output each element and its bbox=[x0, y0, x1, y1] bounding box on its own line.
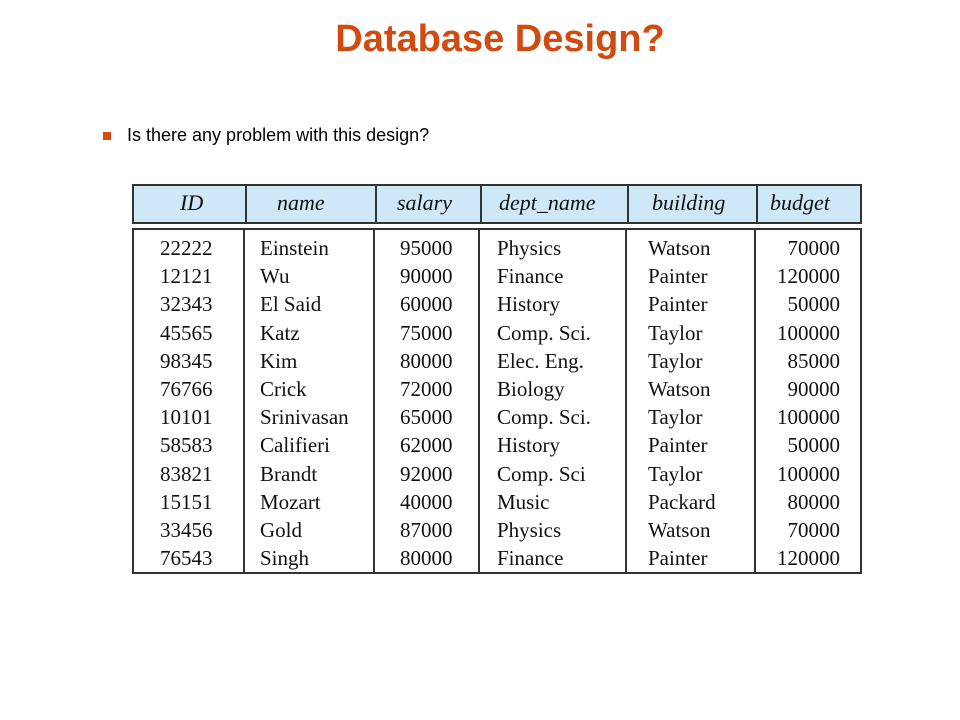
cell-budget: 70000 bbox=[787, 236, 840, 260]
cell-building: Painter bbox=[648, 433, 708, 458]
cell-name: Katz bbox=[260, 320, 300, 345]
cell-name: Kim bbox=[260, 348, 298, 373]
bullet-square-icon bbox=[103, 132, 111, 140]
cell-building: Packard bbox=[648, 489, 716, 514]
cell-salary: 95000 bbox=[400, 236, 453, 260]
cell-id: 22222 bbox=[160, 236, 213, 260]
table-header bbox=[132, 184, 862, 224]
table-row bbox=[134, 516, 860, 544]
column-divider bbox=[245, 186, 247, 222]
cell-building: Watson bbox=[648, 377, 711, 401]
cell-name: Wu bbox=[260, 264, 290, 289]
cell-budget: 100000 bbox=[777, 320, 840, 345]
cell-name: Califieri bbox=[260, 433, 330, 458]
cell-salary: 40000 bbox=[400, 489, 453, 514]
cell-name: El Said bbox=[260, 292, 322, 317]
column-divider bbox=[627, 186, 629, 222]
cell-id: 76766 bbox=[160, 377, 213, 401]
cell-id: 33456 bbox=[160, 518, 213, 542]
cell-id: 15151 bbox=[160, 489, 213, 514]
cell-salary: 80000 bbox=[400, 546, 453, 571]
cell-salary: 80000 bbox=[400, 348, 453, 373]
bullet-text: Is there any problem with this design? bbox=[127, 125, 430, 145]
table-row bbox=[134, 347, 860, 375]
cell-id: 10101 bbox=[160, 405, 213, 430]
table-row bbox=[134, 488, 860, 516]
column-header-name: name bbox=[277, 190, 325, 215]
table-row bbox=[134, 544, 860, 572]
cell-budget: 100000 bbox=[777, 461, 840, 486]
cell-name: Einstein bbox=[260, 236, 329, 260]
table-row bbox=[134, 375, 860, 403]
cell-budget: 100000 bbox=[777, 405, 840, 430]
cell-salary: 92000 bbox=[400, 461, 453, 486]
cell-budget: 50000 bbox=[787, 433, 840, 458]
cell-dept-name: Finance bbox=[497, 264, 564, 289]
cell-salary: 75000 bbox=[400, 320, 453, 345]
cell-salary: 65000 bbox=[400, 405, 453, 430]
cell-id: 98345 bbox=[160, 348, 213, 373]
cell-dept-name: Biology bbox=[497, 377, 565, 401]
cell-building: Taylor bbox=[648, 405, 703, 430]
cell-building: Painter bbox=[648, 546, 708, 571]
cell-id: 45565 bbox=[160, 320, 213, 345]
table-row bbox=[134, 431, 860, 459]
cell-budget: 120000 bbox=[777, 546, 840, 571]
cell-building: Watson bbox=[648, 518, 711, 542]
cell-name: Gold bbox=[260, 518, 302, 542]
table-row bbox=[134, 234, 860, 262]
cell-budget: 80000 bbox=[787, 489, 840, 514]
cell-dept-name: Comp. Sci. bbox=[497, 405, 591, 430]
cell-budget: 70000 bbox=[787, 518, 840, 542]
cell-dept-name: Physics bbox=[497, 518, 562, 542]
cell-building: Taylor bbox=[648, 461, 703, 486]
table-row bbox=[134, 403, 860, 431]
cell-dept-name: Music bbox=[497, 489, 550, 514]
column-divider bbox=[756, 186, 758, 222]
bullet-item bbox=[103, 125, 429, 146]
cell-dept-name: Comp. Sci. bbox=[497, 320, 591, 345]
cell-id: 76543 bbox=[160, 546, 213, 571]
cell-id: 83821 bbox=[160, 461, 213, 486]
cell-salary: 60000 bbox=[400, 292, 453, 317]
column-divider bbox=[375, 186, 377, 222]
table-body bbox=[132, 228, 862, 574]
cell-name: Mozart bbox=[260, 489, 321, 514]
cell-id: 32343 bbox=[160, 292, 213, 317]
cell-name: Srinivasan bbox=[260, 405, 349, 430]
table-row bbox=[134, 460, 860, 488]
cell-budget: 50000 bbox=[787, 292, 840, 317]
cell-id: 12121 bbox=[160, 264, 213, 289]
cell-building: Taylor bbox=[648, 320, 703, 345]
cell-building: Painter bbox=[648, 264, 708, 289]
cell-building: Taylor bbox=[648, 348, 703, 373]
cell-salary: 90000 bbox=[400, 264, 453, 289]
column-header-building: building bbox=[652, 190, 726, 215]
cell-dept-name: Elec. Eng. bbox=[497, 348, 584, 373]
column-header-id: ID bbox=[180, 190, 204, 215]
cell-building: Watson bbox=[648, 236, 711, 260]
table-row bbox=[134, 319, 860, 347]
column-divider bbox=[480, 186, 482, 222]
cell-budget: 85000 bbox=[787, 348, 840, 373]
cell-salary: 87000 bbox=[400, 518, 453, 542]
cell-dept-name: Finance bbox=[497, 546, 564, 571]
cell-name: Singh bbox=[260, 546, 310, 571]
cell-salary: 62000 bbox=[400, 433, 453, 458]
slide-title: Database Design? bbox=[335, 18, 665, 60]
table-row bbox=[134, 290, 860, 318]
cell-dept-name: Comp. Sci bbox=[497, 461, 586, 486]
cell-name: Crick bbox=[260, 377, 307, 401]
cell-dept-name: History bbox=[497, 433, 560, 458]
cell-salary: 72000 bbox=[400, 377, 453, 401]
cell-budget: 120000 bbox=[777, 264, 840, 289]
cell-building: Painter bbox=[648, 292, 708, 317]
instructor-department-table bbox=[132, 184, 862, 574]
table-row bbox=[134, 262, 860, 290]
column-header-salary: salary bbox=[397, 190, 452, 215]
column-header-budget: budget bbox=[770, 190, 830, 215]
cell-dept-name: History bbox=[497, 292, 560, 317]
column-header-dept-name: dept_name bbox=[499, 190, 596, 215]
cell-dept-name: Physics bbox=[497, 236, 562, 260]
cell-name: Brandt bbox=[260, 461, 318, 486]
cell-budget: 90000 bbox=[787, 377, 840, 401]
cell-id: 58583 bbox=[160, 433, 213, 458]
